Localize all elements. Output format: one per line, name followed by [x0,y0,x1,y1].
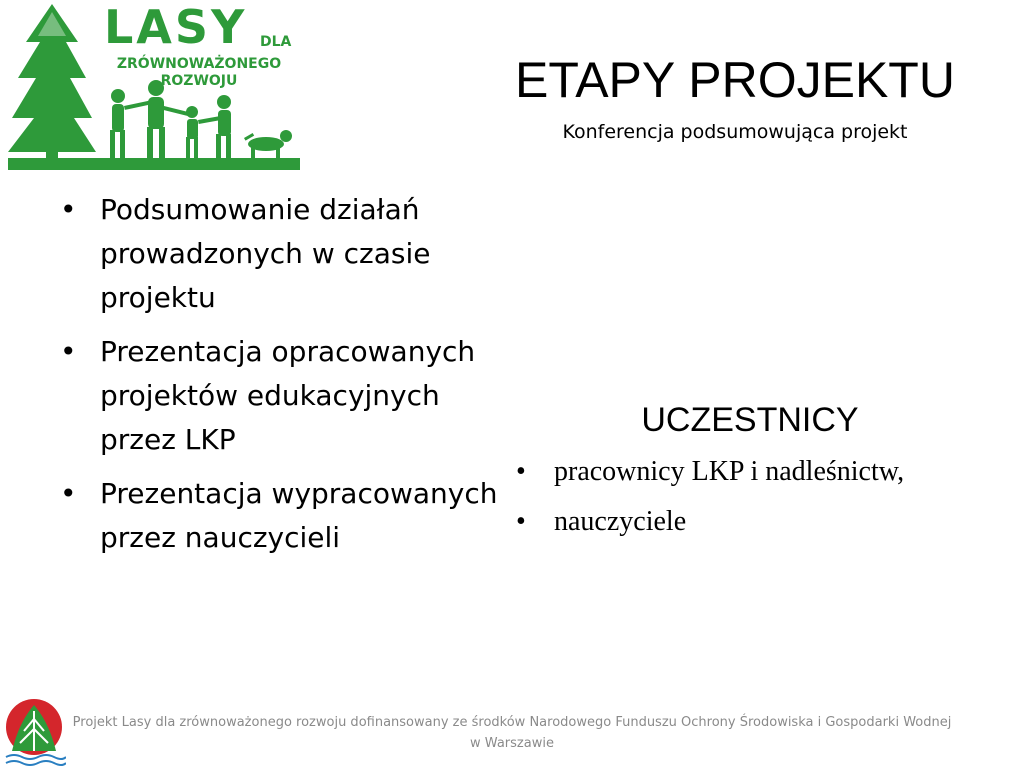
stage-activities-list [58,188,498,570]
list-item [512,452,1012,492]
bullet-icon: • [60,335,77,368]
list-item [58,472,498,560]
lasy-logo [4,2,304,174]
list-item [58,330,498,462]
bullet-icon: • [516,456,526,487]
list-item-text: Prezentacja opracowanych projektów edukacyjnych przez LKP [100,335,476,456]
logo-subtitle-line1: ZRÓWNOWAŻONEGO [116,56,282,72]
bullet-icon: • [60,477,77,510]
bullet-icon: • [516,506,526,537]
bullet-icon: • [60,193,77,226]
logo-dla: DLA [260,34,292,50]
participants-heading: UCZESTNICY [641,401,859,439]
list-item-text: nauczyciele [554,506,687,537]
nfosigw-emblem-icon [2,697,66,767]
logo-subtitle-line2: ROZWOJU [160,73,238,89]
list-item-text: Podsumowanie działań prowadzonych w czasie projektu [100,193,431,314]
list-item-text: Prezentacja wypracowanych przez nauczycieli [100,477,498,554]
logo-title: LASY [104,0,248,54]
footer-emblem [2,697,66,767]
slide-title: ETAPY PROJEKTU [515,52,955,108]
footer-funding-note: Projekt Lasy dla zrównoważonego rozwoju dofinansowany ze środków Narodowego Funduszu Ochrony Środowiska i Gospodarki Wodnej w Warszawie [72,715,952,751]
slide-subtitle: Konferencja podsumowująca projekt [562,121,908,143]
list-item-text: pracownicy LKP i nadleśnictw, [554,456,905,487]
list-item [512,502,1012,542]
logo-subtitle [104,56,294,90]
list-item [58,188,498,320]
participants-list [512,452,1012,552]
